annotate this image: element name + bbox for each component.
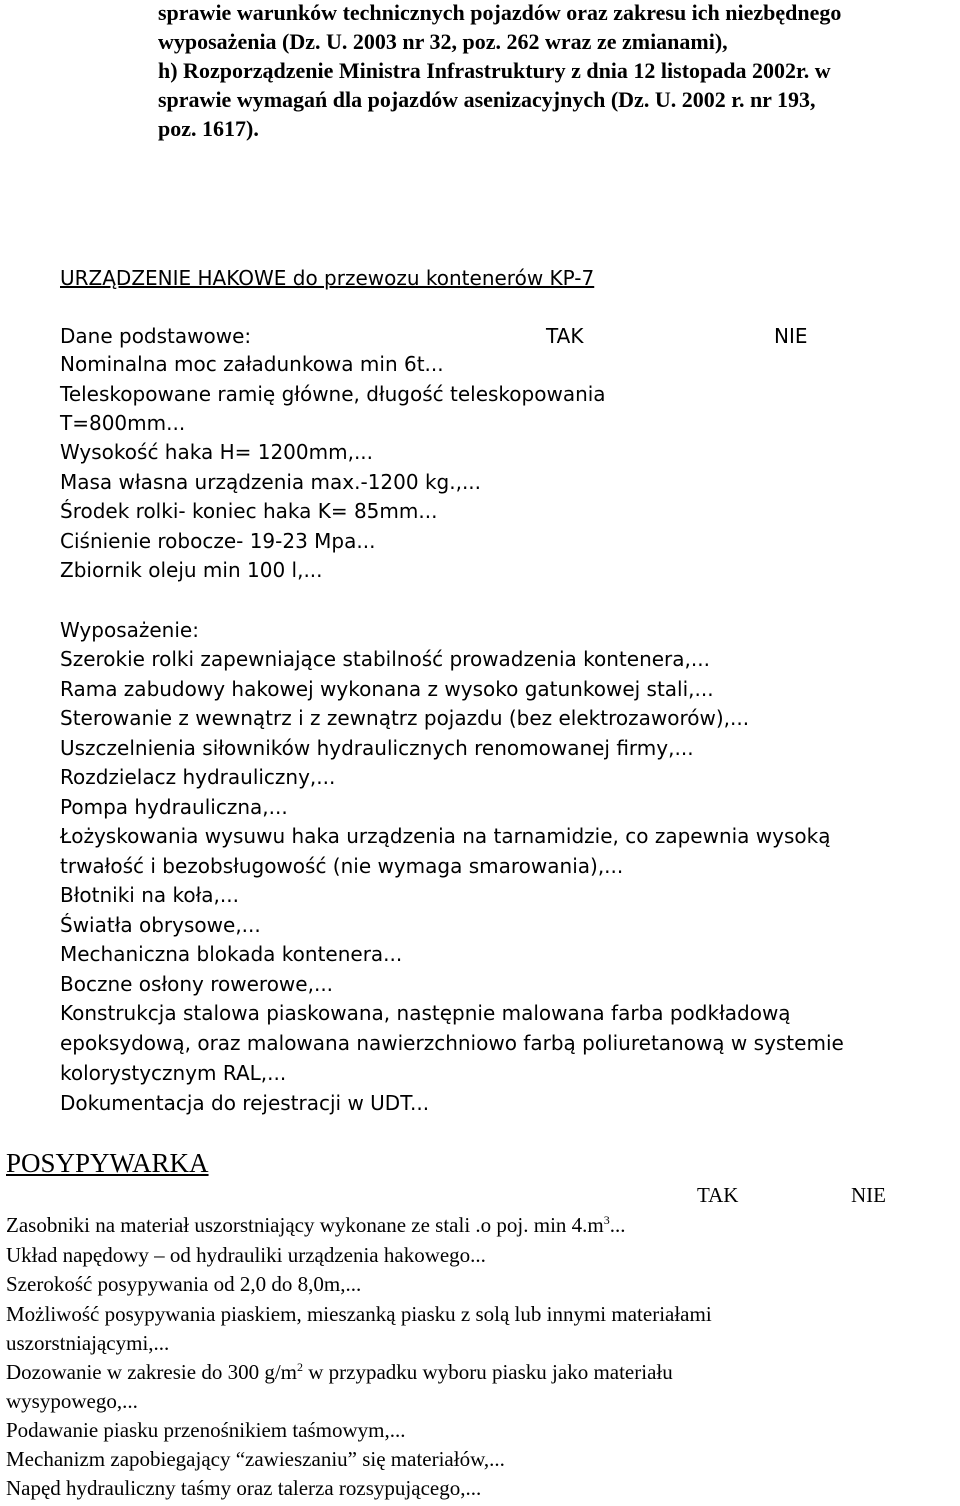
basic-item: Środek rolki- koniec haka K= 85mm... — [60, 499, 438, 523]
equipment-item: Łożyskowania wysuwu haka urządzenia na tarnamidzie, co zapewnia wysoką — [60, 824, 831, 848]
equipment-item: kolorystycznym RAL,... — [60, 1061, 287, 1085]
spreader-item: wysypowego,... — [6, 1389, 138, 1413]
basic-item: Nominalna moc załadunkowa min 6t... — [60, 352, 444, 376]
equipment-item: Dokumentacja do rejestracji w UDT... — [60, 1091, 430, 1115]
equipment-item: Konstrukcja stalowa piaskowana, następnie malowana farba podkładową — [60, 1001, 791, 1025]
spreader-yes-header: TAK — [697, 1183, 739, 1207]
spreader-item: uszorstniającymi,... — [6, 1331, 170, 1355]
equipment-item: Szerokie rolki zapewniające stabilność prowadzenia kontenera,... — [60, 647, 710, 671]
spreader-no-header: NIE — [851, 1183, 886, 1207]
equipment-label: Wyposażenie: — [60, 618, 199, 642]
basic-data-label: Dane podstawowe: — [60, 324, 252, 348]
equipment-item: Błotniki na koła,... — [60, 883, 239, 907]
intro-line-3: h) Rozporządzenie Ministra Infrastruktury z dnia 12 listopada 2002r. w — [158, 58, 831, 83]
basic-item: Zbiornik oleju min 100 l,... — [60, 558, 323, 582]
spreader-item: Układ napędowy – od hydrauliki urządzenia hakowego... — [6, 1243, 486, 1267]
equipment-item: Rozdzielacz hydrauliczny,... — [60, 765, 336, 789]
equipment-item: Rama zabudowy hakowej wykonana z wysoko gatunkowej stali,... — [60, 677, 714, 701]
hook-yes-header: TAK — [546, 324, 584, 348]
intro-line-4: sprawie wymagań dla pojazdów asenizacyjnych (Dz. U. 2002 r. nr 193, — [158, 87, 816, 112]
spreader-item: Dozowanie w zakresie do 300 $g/m^2$ w przypadku wyboru piasku jako materiału — [6, 1360, 673, 1384]
spreader-item: Zasobniki na materiał uszorstniający wykonane ze stali .o poj. $\min 4.m^3$... — [6, 1213, 626, 1237]
equipment-item: epoksydową, oraz malowana nawierzchniowo farbą poliuretanową w systemie — [60, 1031, 844, 1055]
equipment-item: trwałość i bezobsługowość (nie wymaga smarowania),... — [60, 854, 624, 878]
equipment-item: Mechaniczna blokada kontenera... — [60, 942, 403, 966]
spreader-item: Możliwość posypywania piaskiem, mieszanką piasku z solą lub innymi materiałami — [6, 1302, 712, 1326]
intro-line-1: sprawie warunków technicznych pojazdów oraz zakresu ich niezbędnego — [158, 0, 842, 25]
spreader-section-title: POSYPYWARKA — [6, 1148, 209, 1178]
equipment-item: Sterowanie z wewnątrz i z zewnątrz pojazdu (bez elektrozaworów),... — [60, 706, 750, 730]
spreader-item: Napęd hydrauliczny taśmy oraz talerza rozsypującego,... — [6, 1476, 482, 1500]
basic-item: Masa własna urządzenia max.-1200 kg.,... — [60, 470, 482, 494]
basic-item: Wysokość haka H= 1200mm,... — [60, 440, 374, 464]
basic-item: Ciśnienie robocze- 19-23 Mpa... — [60, 529, 376, 553]
intro-line-2: wyposażenia (Dz. U. 2003 nr 32, poz. 262 wraz ze zmianami), — [158, 29, 728, 54]
hook-no-header: NIE — [774, 324, 808, 348]
spreader-item: Mechanizm zapobiegający “zawieszaniu” się materiałów,... — [6, 1447, 505, 1471]
basic-item: T=800mm... — [60, 411, 186, 435]
spreader-item: Szerokość posypywania od 2,0 do 8,0m,... — [6, 1272, 362, 1296]
equipment-item: Pompa hydrauliczna,... — [60, 795, 288, 819]
spreader-item: Podawanie piasku przenośnikiem taśmowym,... — [6, 1418, 406, 1442]
intro-line-5: poz. 1617). — [158, 116, 259, 141]
equipment-item: Boczne osłony rowerowe,... — [60, 972, 334, 996]
equipment-item: Uszczelnienia siłowników hydraulicznych renomowanej firmy,... — [60, 736, 694, 760]
basic-item: Teleskopowane ramię główne, długość teleskopowania — [60, 382, 606, 406]
equipment-item: Światła obrysowe,... — [60, 913, 261, 937]
hook-section-title: URZĄDZENIE HAKOWE do przewozu kontenerów KP-7 — [60, 266, 595, 290]
